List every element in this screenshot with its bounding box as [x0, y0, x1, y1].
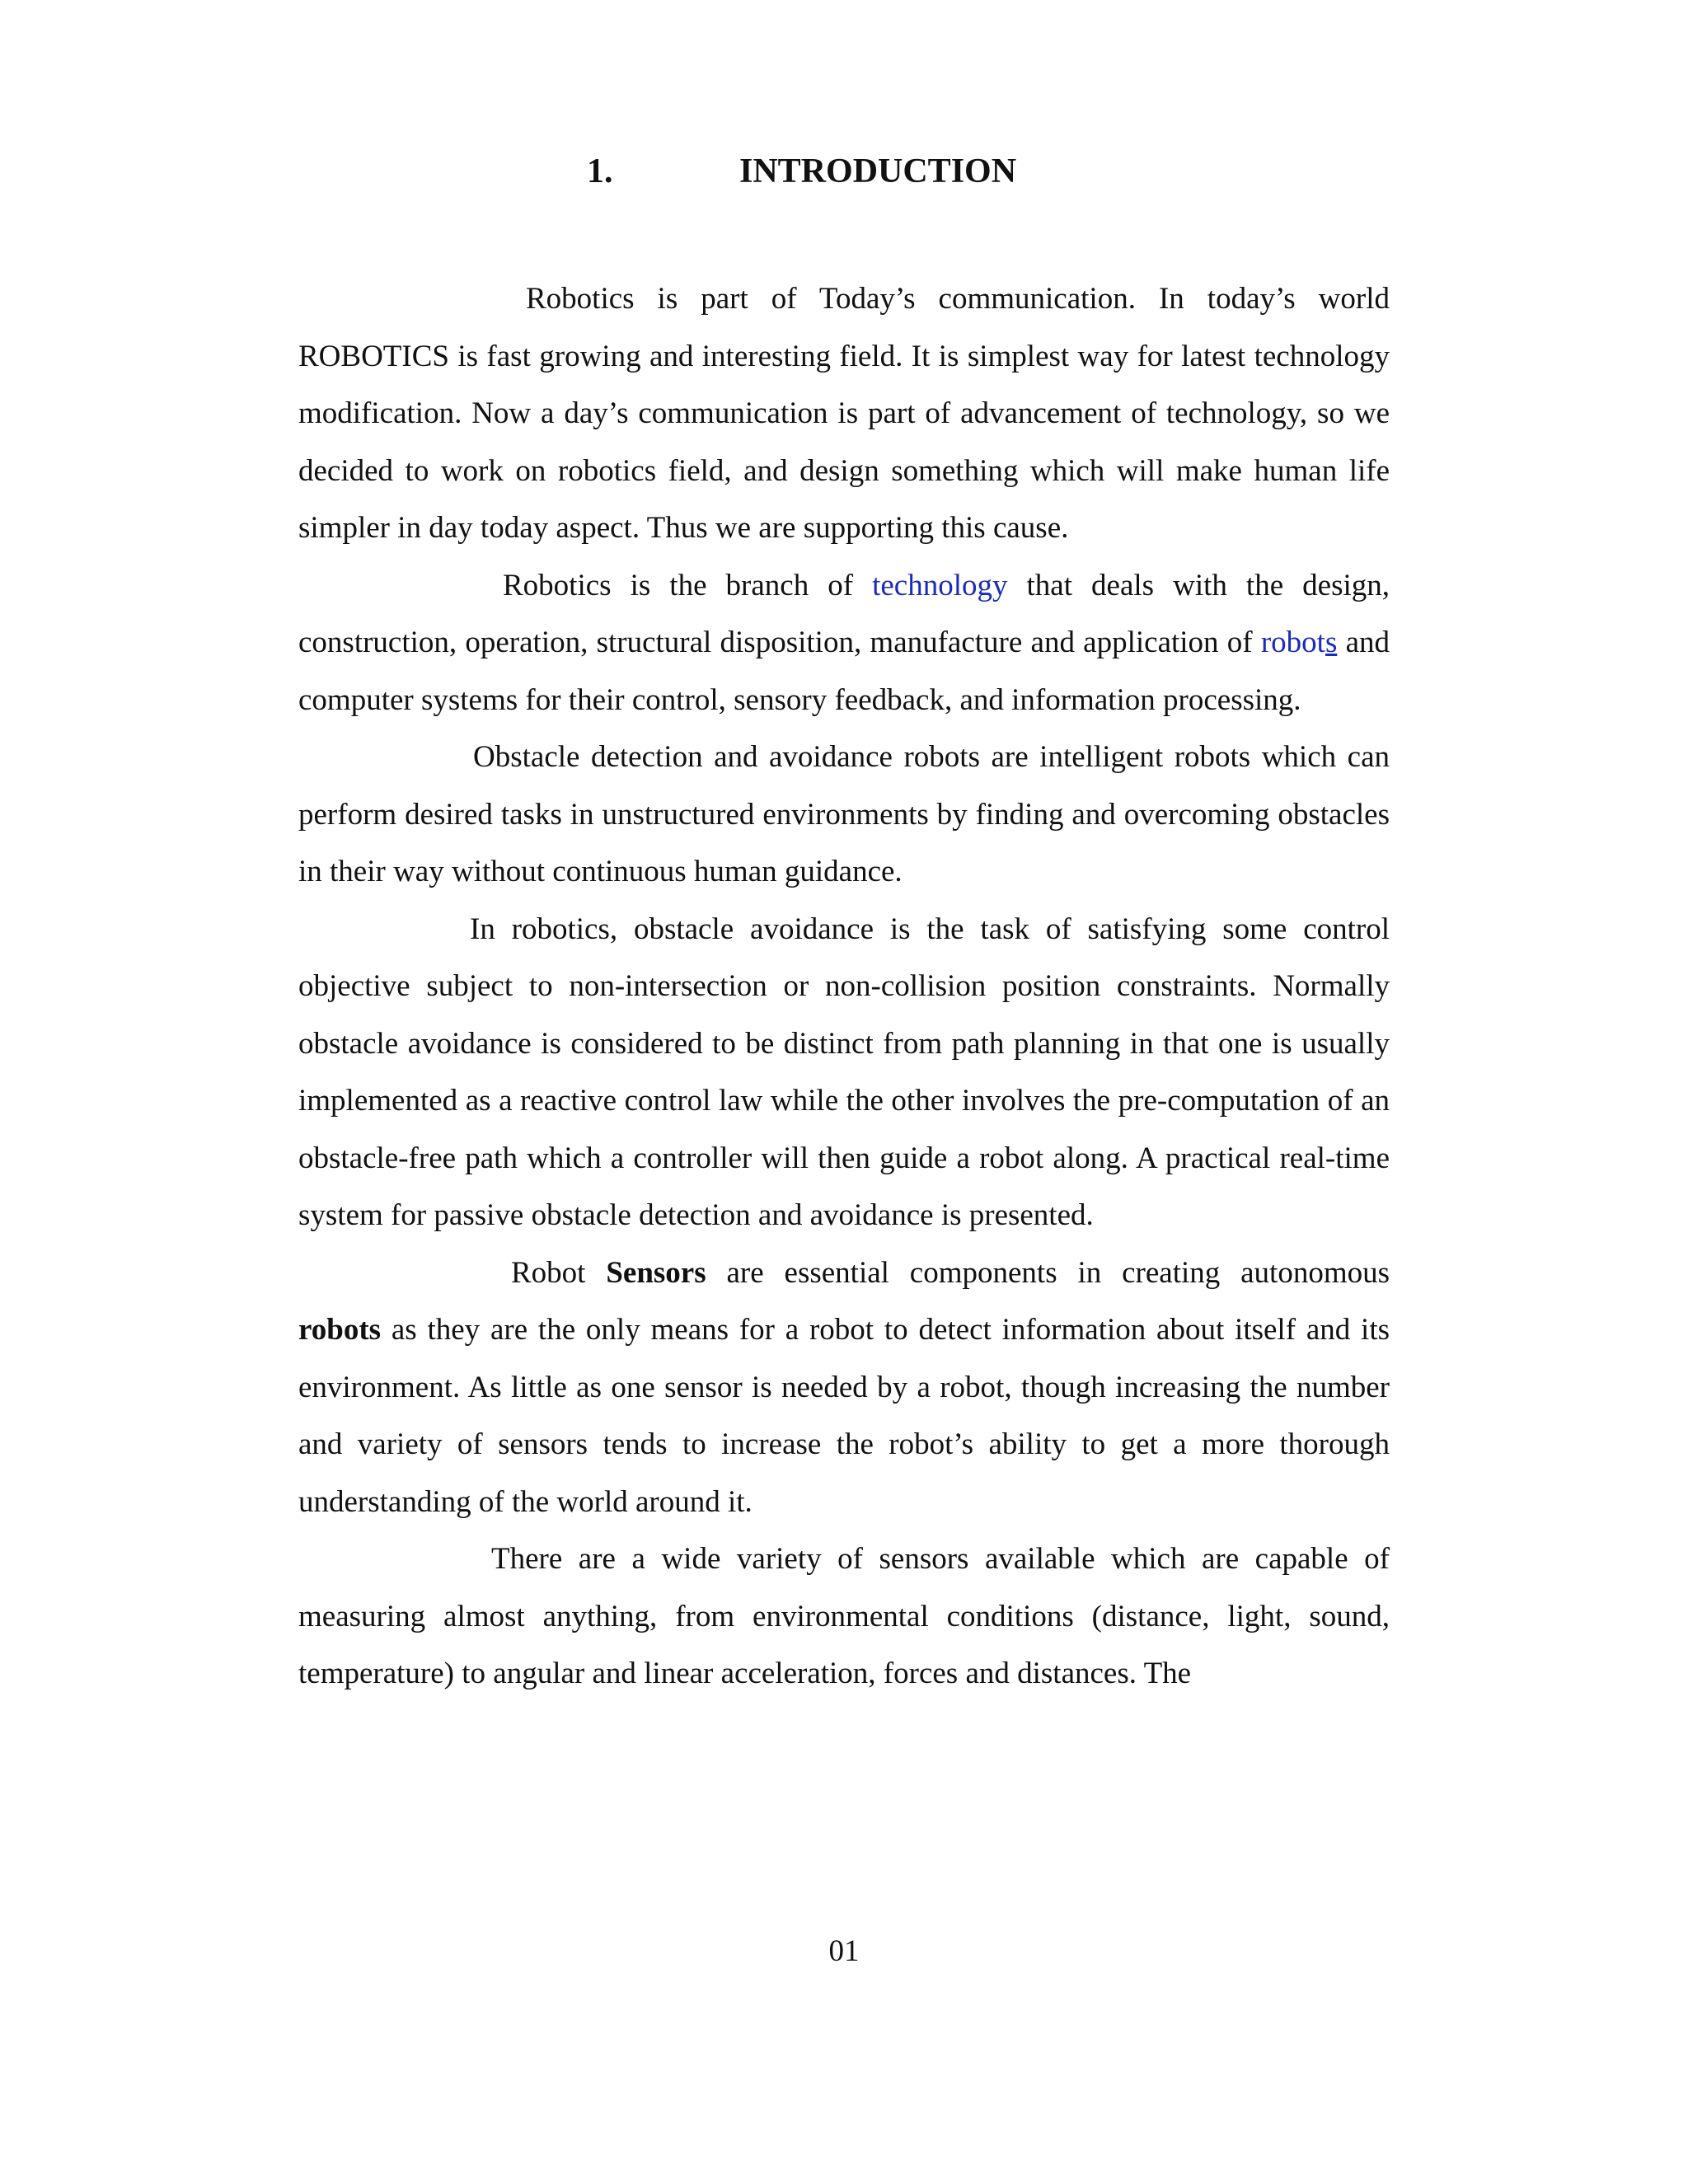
text-segment: Robot — [511, 1255, 607, 1290]
chapter-heading — [0, 147, 1688, 196]
paragraph-robotics-definition — [298, 557, 1390, 729]
technology-link[interactable]: technology — [872, 568, 1008, 602]
bold-term-sensors: Sensors — [606, 1255, 706, 1290]
paragraph-obstacle-avoidance: In robotics, obstacle avoidance is the task of satisfying some control objective subject to non-intersection or non-collision position constraints. Normally obstacle avoidance is considered to be distinct from path planning in that one is usually implemented as a reactive control law while the other involves the pre-computation of an obstacle-free path which a controller will then guide a robot along. A practical real-time system for passive obstacle detection and avoidance is presented. — [298, 912, 1390, 1232]
chapter-number: 1. — [587, 152, 613, 190]
paragraph-obstacle-robots: Obstacle detection and avoidance robots are intelligent robots which can perform desired tasks in unstructured environments by finding and overcoming obstacles in their way without continuous human guidance. — [298, 740, 1390, 888]
text-segment: that deals with the design, construction, operation, structural disposition, manufacture and application of — [298, 568, 1390, 659]
text-segment: Robotics is the branch of — [503, 568, 873, 602]
text-segment: are essential components in creating autonomous — [706, 1255, 1390, 1290]
robots-link-underlined-text: s — [1325, 626, 1338, 659]
robots-link-text: robot — [1260, 626, 1325, 659]
text-segment: as they are the only means for a robot to detect information about itself and its environment. As little as one sensor is needed by a robot, though increasing the number and variety of sensors tends to increase the robot’s ability to get a more thorough understanding of the world around it. — [298, 1313, 1390, 1519]
chapter-title: INTRODUCTION — [739, 152, 1017, 190]
body-text — [298, 270, 1390, 1703]
paragraph-sensor-variety: There are a wide variety of sensors available which are capable of measuring almost anything, from environmental conditions (distance, light, sound, temperature) to angular and linear acceleration, forces and distances. The — [298, 1542, 1390, 1690]
bold-term-robots: robots — [298, 1313, 382, 1347]
paragraph-robot-sensors — [298, 1244, 1390, 1531]
paragraph-robotics-intro: Robotics is part of Today’s communication. In today’s world ROBOTICS is fast growing and interesting field. It is simplest way for latest technology modification. Now a day’s communication is part of advancement of technology, so we decided to work on robotics field, and design something which will make human life simpler in day today aspect. Thus we are supporting this cause. — [298, 282, 1390, 545]
page-number: 01 — [828, 1934, 860, 1968]
robots-link[interactable] — [1261, 626, 1338, 659]
text-segment: and computer systems for their control, sensory feedback, and information processing. — [298, 626, 1390, 717]
